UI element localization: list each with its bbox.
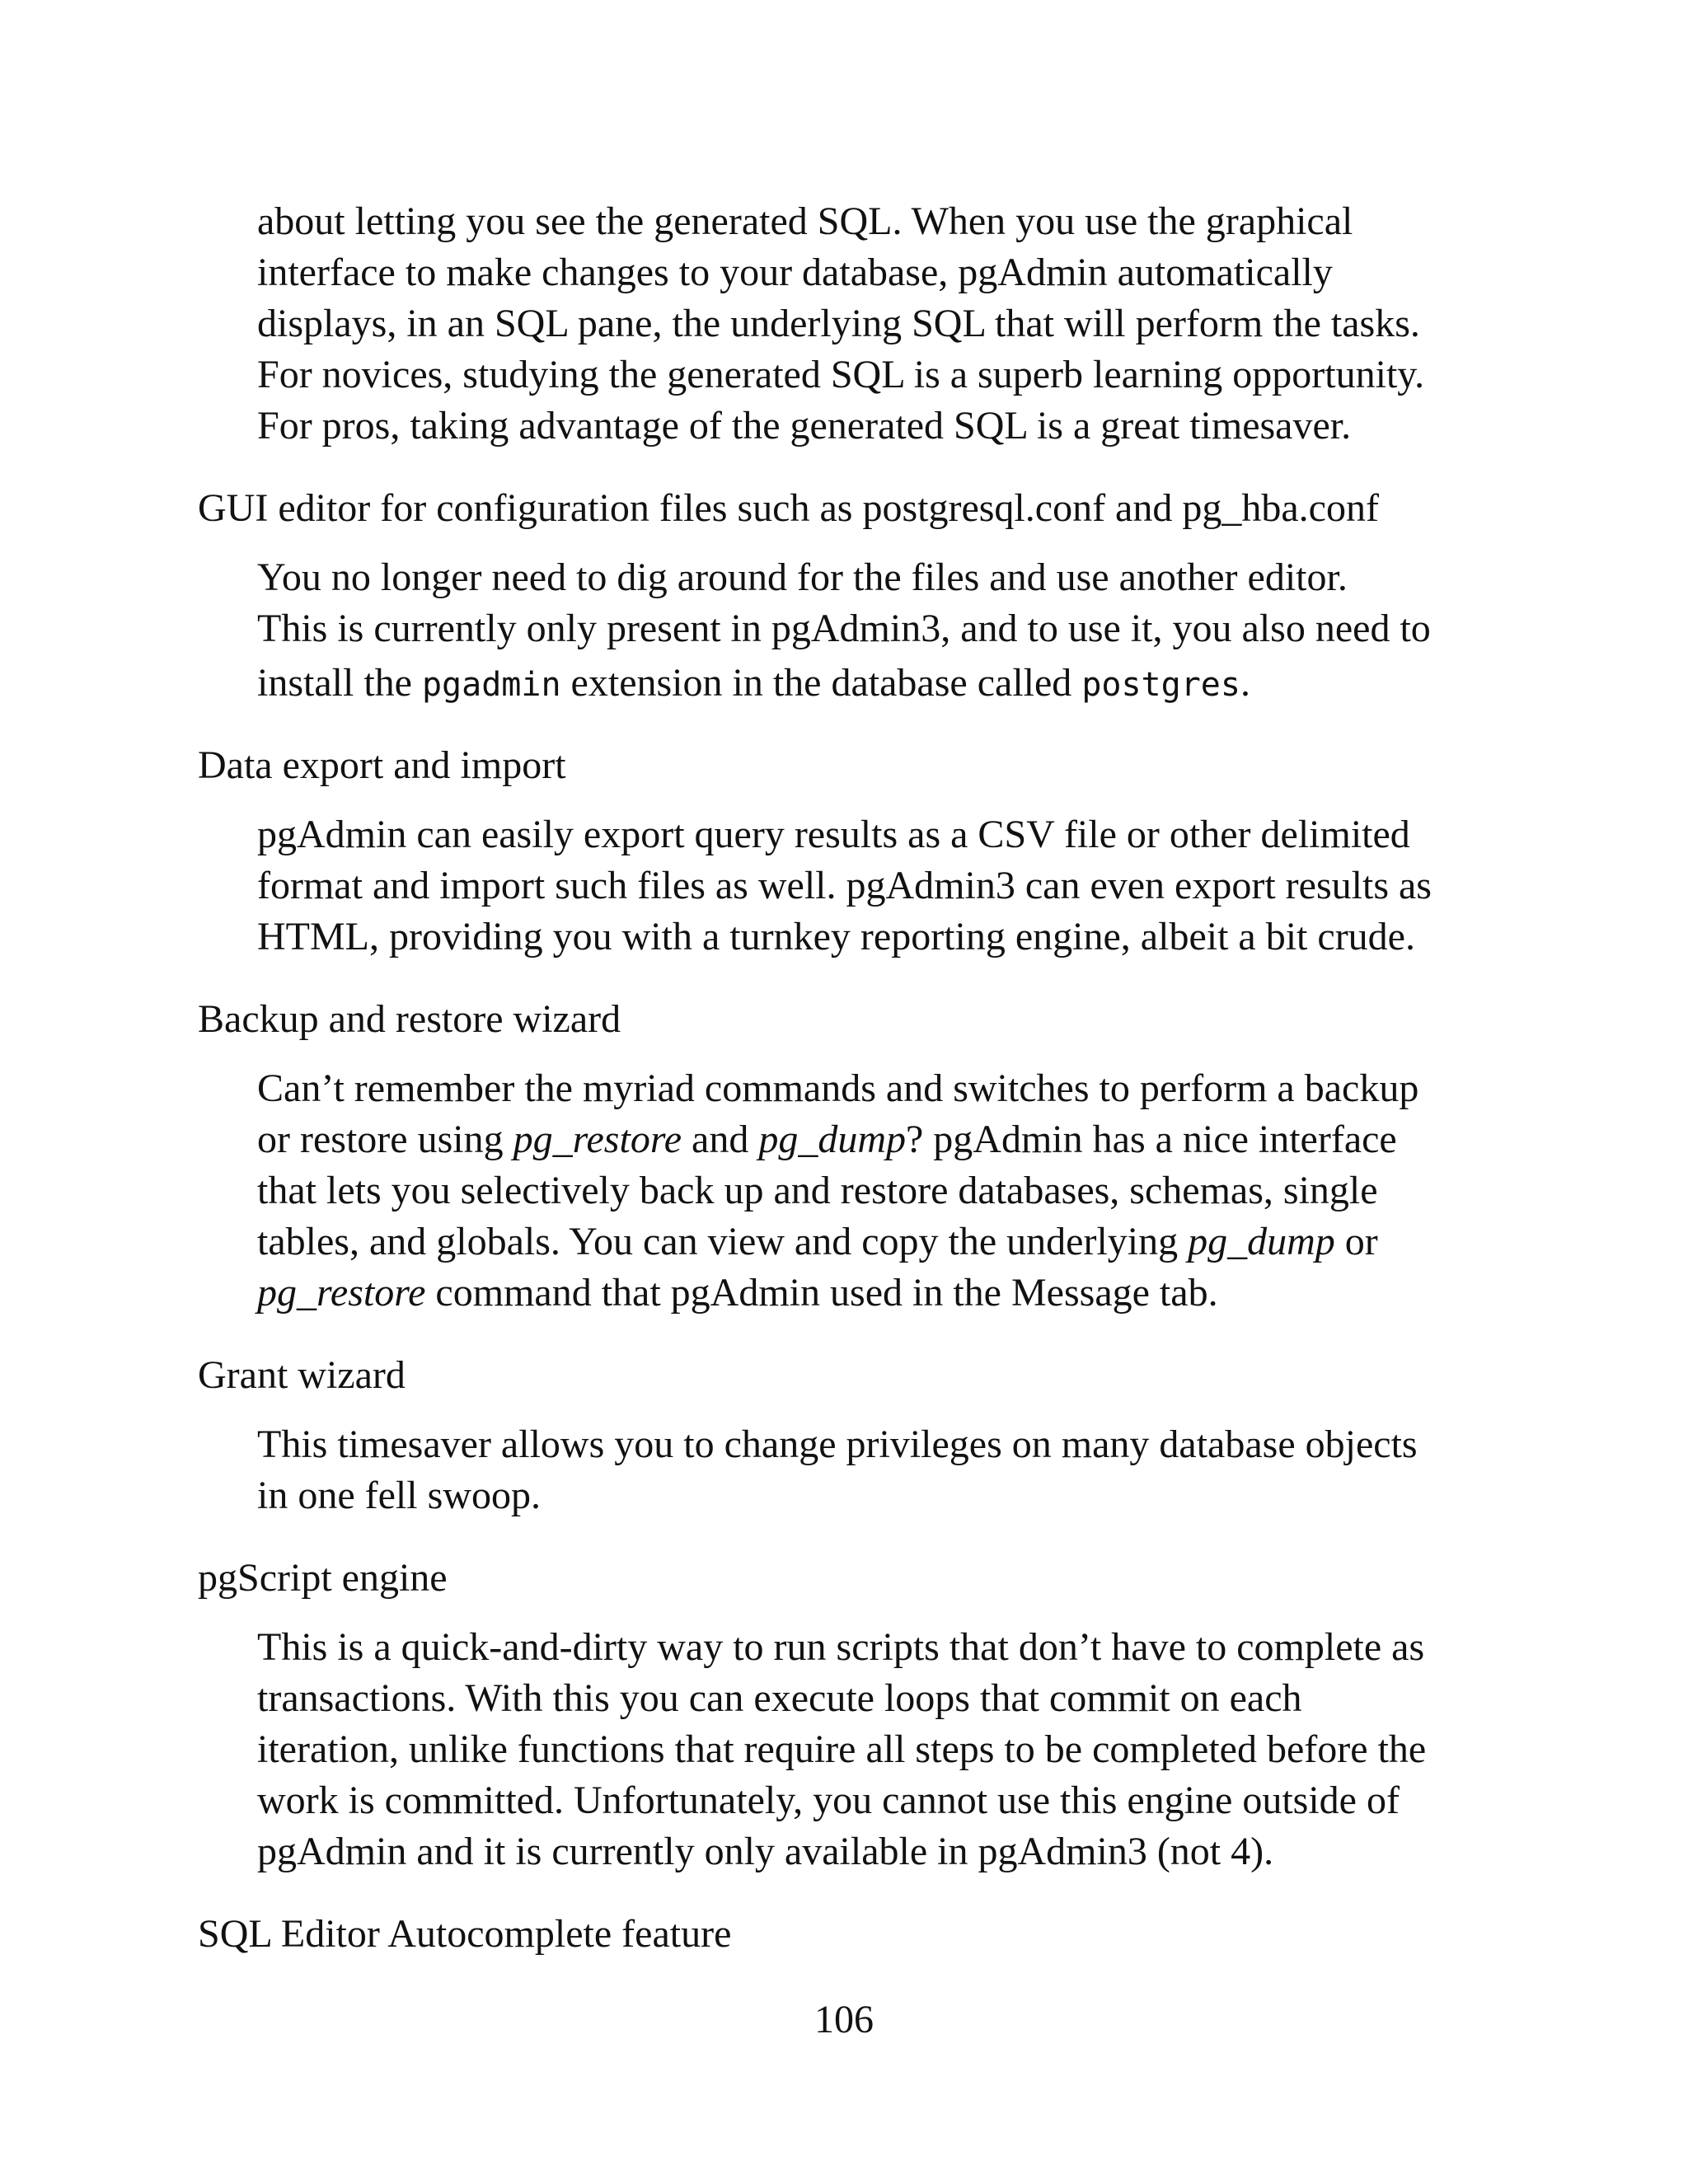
body-text-line: transactions. With this you can execute loops that commit on each bbox=[257, 1676, 1302, 1720]
body-text-line: format and import such files as well. pgAdmin3 can even export results as bbox=[257, 864, 1432, 907]
body-text-line: that lets you selectively back up and restore databases, schemas, single bbox=[257, 1169, 1378, 1212]
body-text-line: Can’t remember the myriad commands and switches to perform a backup bbox=[257, 1066, 1419, 1110]
body-text-line: You no longer need to dig around for the files and use another editor. bbox=[257, 555, 1348, 599]
text-segment: . bbox=[1240, 661, 1250, 705]
italic-pg-dump: pg_dump bbox=[1188, 1220, 1335, 1263]
term-heading: pgScript engine bbox=[198, 1556, 448, 1600]
body-text-line: HTML, providing you with a turnkey reporting engine, albeit a bit crude. bbox=[257, 915, 1415, 958]
body-text-line bbox=[257, 1114, 1397, 1165]
text-segment: or bbox=[1334, 1220, 1378, 1263]
italic-pg-dump: pg_dump bbox=[758, 1118, 906, 1161]
text-segment: or restore using bbox=[257, 1118, 513, 1161]
term-heading: Backup and restore wizard bbox=[198, 997, 621, 1041]
italic-pg-restore: pg_restore bbox=[513, 1118, 682, 1161]
text-segment: tables, and globals. You can view and copy the underlying bbox=[257, 1220, 1189, 1263]
italic-pg-restore: pg_restore bbox=[257, 1271, 426, 1315]
body-text-line bbox=[257, 1268, 1218, 1319]
body-text-line: This is a quick-and-dirty way to run scripts that don’t have to complete as bbox=[257, 1625, 1425, 1669]
body-text-line: iteration, unlike functions that require all steps to be completed before the bbox=[257, 1727, 1427, 1771]
term-heading: Grant wizard bbox=[198, 1353, 406, 1397]
text-segment: ? pgAdmin has a nice interface bbox=[906, 1118, 1397, 1161]
body-text-line: This is currently only present in pgAdmin3, and to use it, you also need to bbox=[257, 607, 1431, 650]
page-number: 106 bbox=[814, 1998, 874, 2041]
code-pgadmin: pgadmin bbox=[421, 666, 561, 704]
body-text-line: displays, in an SQL pane, the underlying SQL that will perform the tasks. bbox=[257, 302, 1420, 345]
body-text-line: in one fell swoop. bbox=[257, 1474, 541, 1517]
body-text-line: For pros, taking advantage of the generated SQL is a great timesaver. bbox=[257, 404, 1352, 448]
text-segment: command that pgAdmin used in the Message tab. bbox=[425, 1271, 1218, 1315]
term-heading: GUI editor for configuration files such as postgresql.conf and pg_hba.conf bbox=[198, 486, 1379, 530]
body-text-line: work is committed. Unfortunately, you cannot use this engine outside of bbox=[257, 1779, 1400, 1822]
term-heading: Data export and import bbox=[198, 743, 566, 787]
body-text-line bbox=[257, 658, 1250, 710]
body-text-line: about letting you see the generated SQL. When you use the graphical bbox=[257, 199, 1353, 243]
text-segment: and bbox=[682, 1118, 759, 1161]
body-text-line bbox=[257, 1216, 1378, 1268]
body-text-line: For novices, studying the generated SQL is a superb learning opportunity. bbox=[257, 353, 1425, 396]
body-text-line: interface to make changes to your database, pgAdmin automatically bbox=[257, 251, 1333, 294]
code-postgres: postgres bbox=[1081, 666, 1240, 704]
body-text-line: This timesaver allows you to change privileges on many database objects bbox=[257, 1422, 1418, 1466]
text-segment: install the bbox=[257, 661, 422, 705]
body-text-line: pgAdmin and it is currently only available in pgAdmin3 (not 4). bbox=[257, 1830, 1274, 1873]
text-segment: extension in the database called bbox=[560, 661, 1082, 705]
body-text-line: pgAdmin can easily export query results as a CSV file or other delimited bbox=[257, 813, 1410, 856]
term-heading: SQL Editor Autocomplete feature bbox=[198, 1912, 732, 1956]
